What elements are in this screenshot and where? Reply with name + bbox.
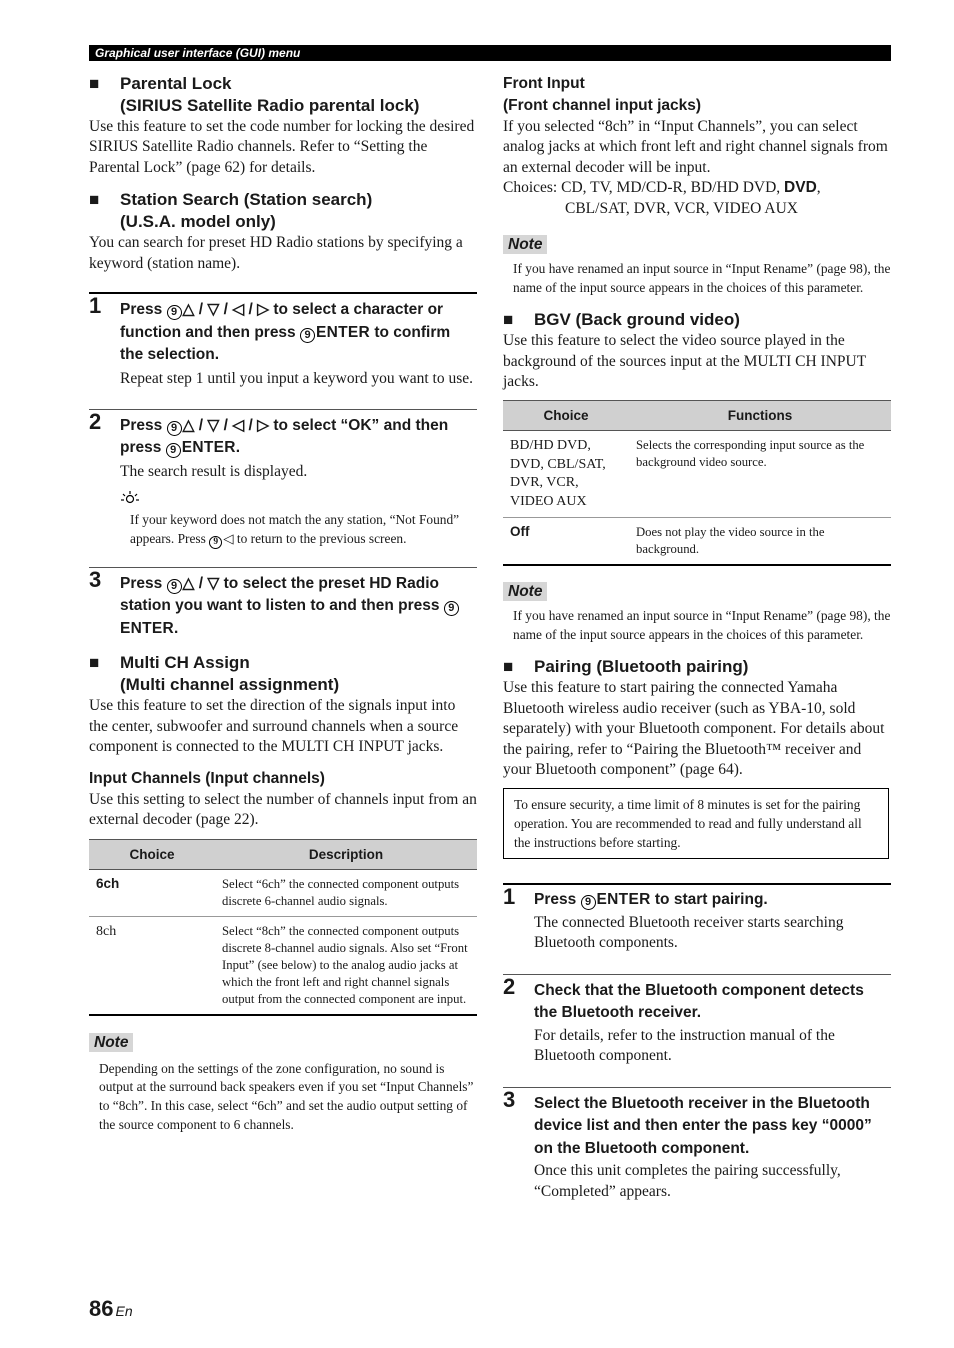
step-1 — [89, 292, 477, 409]
step-instruction: Press 9 △ / ▽ / ◁ / ▷ to select “OK” and then press 9 ENTER. — [120, 416, 449, 457]
note-label: Note — [503, 235, 547, 254]
note-text: If you have renamed an input source in “Input Rename” (page 98), the name of the input source appears in the choices of this parameter. — [513, 608, 891, 642]
note-block — [89, 1033, 477, 1134]
table-cell-description: Select “6ch” the connected component outputs discrete 6-channel audio signals. — [215, 870, 477, 917]
left-column — [89, 73, 477, 1134]
front-input-choices: Choices: CD, TV, MD/CD-R, BD/HD DVD, DVD, — [503, 179, 821, 197]
enter-key-icon: ENTER — [596, 891, 651, 909]
front-input-choices-cont: CBL/SAT, DVR, VCR, VIDEO AUX — [565, 199, 798, 217]
note-label: Note — [503, 582, 547, 601]
pairing-step-3 — [503, 1087, 891, 1202]
step-2 — [89, 409, 477, 567]
cursor-key-icon: 9 — [166, 443, 181, 458]
enter-key-icon: ENTER — [120, 619, 175, 637]
header-title: Graphical user interface (GUI) menu — [95, 46, 301, 60]
enter-key-icon: ENTER — [316, 323, 371, 341]
table-row — [503, 518, 891, 565]
table-cell-choice: 6ch — [89, 870, 215, 917]
step-3 — [89, 567, 477, 641]
bgv-heading: ■ BGV (Back ground video) — [503, 310, 740, 330]
table-header-choice: Choice — [89, 840, 215, 870]
pairing-step-2 — [503, 974, 891, 1087]
left-arrow-icon: ◁ — [223, 530, 234, 546]
pairing-body: Use this feature to start pairing the connected Yamaha Bluetooth wireless audio receiver (such as YBA-10, sold separately) with your Bluetooth component. For details about the pairing, refer to “Pairing the Bluetooth™ receiver and your Bluetooth component” (page 64). — [503, 679, 885, 779]
step-number: 3 — [89, 566, 102, 592]
cursor-key-icon: 9 — [167, 421, 182, 436]
step-body: Repeat step 1 until you input a keyword you want to use. — [120, 369, 473, 387]
square-bullet-icon: ■ — [89, 653, 100, 673]
table-cell-choice: 8ch — [89, 917, 215, 1015]
pairing-heading: ■ Pairing (Bluetooth pairing) — [503, 657, 749, 677]
cursor-key-icon: 9 — [300, 328, 315, 343]
step-number: 2 — [503, 973, 516, 999]
table-header-description: Description — [215, 840, 477, 870]
down-arrow-icon: ▽ — [207, 574, 220, 592]
input-channels-body: Use this setting to select the number of channels input from an external decoder (page 22). — [89, 790, 477, 829]
table-cell-description: Does not play the video source in the background. — [629, 518, 891, 565]
note-block — [503, 235, 891, 297]
table-cell-description: Selects the corresponding input source as the background video source. — [629, 431, 891, 518]
down-arrow-icon: ▽ — [207, 416, 220, 434]
right-column — [503, 73, 891, 1202]
step-instruction: Press 9 △ / ▽ to select the preset HD Radio station you want to listen to and then press 9ENTER. — [120, 573, 477, 641]
square-bullet-icon: ■ — [503, 657, 514, 677]
parental-lock-heading: ■ Parental Lock (SIRIUS Satellite Radio parental lock) — [89, 74, 420, 115]
station-search-body: You can search for preset HD Radio stations by specifying a keyword (station name). — [89, 234, 463, 272]
step-instruction: Select the Bluetooth receiver in the Bluetooth device list and then enter the pass key “0000” on the Bluetooth component. — [534, 1094, 872, 1157]
cursor-key-icon: 9 — [209, 536, 222, 549]
lightbulb-tip-icon — [120, 490, 140, 506]
table-header-functions: Functions — [629, 401, 891, 431]
input-channels-heading: Input Channels (Input channels) — [89, 769, 325, 787]
step-number: 1 — [503, 884, 516, 910]
multi-ch-assign-heading: ■ Multi CH Assign (Multi channel assignment) — [89, 653, 340, 695]
square-bullet-icon: ■ — [503, 310, 514, 330]
bgv-table — [503, 400, 891, 566]
step-body: The search result is displayed. — [120, 462, 308, 480]
up-arrow-icon: △ — [182, 416, 195, 434]
enter-key-icon: ENTER — [181, 439, 236, 457]
step-instruction: Press 9 ENTER to start pairing. — [534, 891, 768, 909]
step-instruction: Check that the Bluetooth component detects the Bluetooth receiver. — [534, 981, 864, 1022]
header-bar — [89, 45, 891, 61]
square-bullet-icon: ■ — [89, 74, 100, 93]
right-arrow-icon: ▷ — [257, 301, 270, 319]
station-search-heading: ■ Station Search (Station search) (U.S.A. model only) — [89, 190, 373, 232]
tip-text: If your keyword does not match the any station, “Not Found” appears. Press 9 ◁ to return to the previous screen. — [130, 512, 460, 547]
table-cell-description: Select “8ch” the connected component outputs discrete 8-channel audio signals. Also set “Front Input” (see below) to the analog audio jacks at which the front left and right channel signals output from the connected component are input. — [215, 917, 477, 1015]
cursor-key-icon: 9 — [167, 305, 182, 320]
table-row — [503, 431, 891, 518]
up-arrow-icon: △ — [182, 301, 195, 319]
front-input-body: If you selected “8ch” in “Input Channels”, you can select analog jacks at which front left and right channel signals from an external decoder will be input. — [503, 118, 888, 176]
step-body: The connected Bluetooth receiver starts searching Bluetooth components. — [534, 913, 844, 952]
table-row — [89, 917, 477, 1015]
bgv-body: Use this feature to select the video source played in the background of the sources input at the MULTI CH INPUT jacks. — [503, 332, 866, 391]
step-body: Once this unit completes the pairing successfully, “Completed” appears. — [534, 1162, 841, 1200]
note-text: Depending on the settings of the zone configuration, no sound is output at the surround back speakers even if you set “Input Channels” to “8ch”. In this case, select “6ch” and set the audio output setting of the source component to 6 channels. — [99, 1060, 474, 1132]
step-body: For details, refer to the instruction manual of the Bluetooth component. — [534, 1026, 835, 1065]
table-cell-choice: Off — [503, 518, 629, 565]
cursor-key-icon: 9 — [444, 601, 459, 616]
step-number: 1 — [89, 293, 102, 319]
note-text: If you have renamed an input source in “Input Rename” (page 98), the name of the input source appears in the choices of this parameter. — [513, 261, 891, 295]
table-cell-choice: BD/HD DVD, DVD, CBL/SAT, DVR, VCR, VIDEO AUX — [503, 431, 629, 518]
front-input-heading: Front Input (Front channel input jacks) — [503, 75, 702, 114]
cursor-key-icon: 9 — [581, 895, 596, 910]
up-arrow-icon: △ — [182, 574, 195, 592]
right-arrow-icon: ▷ — [257, 416, 270, 434]
cursor-key-icon: 9 — [167, 579, 182, 594]
table-row — [89, 870, 477, 917]
step-number: 3 — [503, 1086, 516, 1112]
security-notice-box: To ensure security, a time limit of 8 minutes is set for the pairing operation. You are recommended to read and fully understand all the instructions before starting. — [503, 788, 889, 859]
down-arrow-icon: ▽ — [207, 301, 220, 319]
step-instruction: Press 9 △ / ▽ / ◁ / ▷ to select a character or function and then press 9 ENTER to confirm the selection. — [120, 301, 451, 364]
page-number: 86 En — [89, 1296, 133, 1321]
pairing-step-1 — [503, 883, 891, 973]
step-number: 2 — [89, 408, 102, 434]
left-arrow-icon: ◁ — [232, 416, 245, 434]
note-block — [503, 582, 891, 644]
multi-ch-assign-body: Use this feature to set the direction of the signals input into the center, subwoofer and surround channels when a source component is connected to the MULTI CH INPUT jacks. — [89, 697, 459, 756]
left-arrow-icon: ◁ — [232, 301, 245, 319]
note-label: Note — [89, 1033, 133, 1052]
square-bullet-icon: ■ — [89, 190, 100, 210]
table-header-choice: Choice — [503, 401, 629, 431]
input-channels-table — [89, 839, 477, 1015]
parental-lock-body: Use this feature to set the code number for locking the desired SIRIUS Satellite Radio channels. Refer to “Setting the Parental Lock” (page 62) for details. — [89, 118, 475, 176]
